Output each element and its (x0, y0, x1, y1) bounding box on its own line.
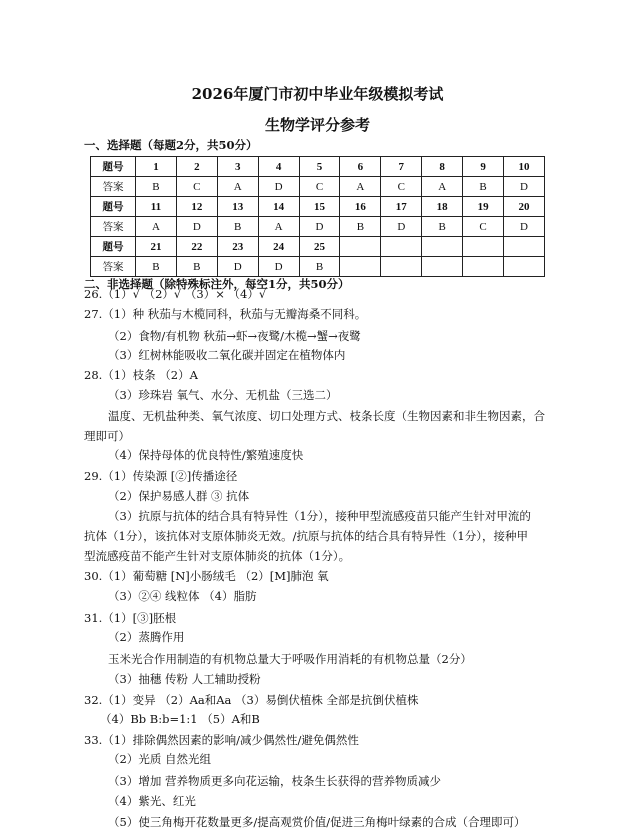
answer-line: （3）增加 营养物质更多向花运输，枝条生长获得的营养物质减少 (108, 774, 441, 788)
answer-line: （3）抽穗 传粉 人工辅助授粉 (108, 672, 261, 686)
answer-cell (340, 257, 381, 277)
answer-cell: B (422, 217, 463, 237)
question-number-cell: 22 (176, 237, 217, 257)
question-number-cell (340, 237, 381, 257)
answer-line: （2）光质 自然光组 (108, 752, 211, 766)
answer-line: 28.（1）枝条 （2）A (84, 368, 198, 382)
question-number-cell: 4 (258, 157, 299, 177)
question-number-cell: 5 (299, 157, 340, 177)
question-number-row (91, 237, 545, 257)
row-label-answer: 答案 (91, 217, 136, 237)
answer-row (91, 177, 545, 197)
answer-cell: D (381, 217, 422, 237)
question-number-cell: 15 (299, 197, 340, 217)
answer-line: （4）紫光、红光 (108, 794, 196, 808)
page-title: 2026年厦门市初中毕业年级模拟考试 (191, 85, 444, 103)
question-number-cell: 13 (217, 197, 258, 217)
question-number-cell: 2 (176, 157, 217, 177)
answer-cell: A (136, 217, 177, 237)
answer-cell: D (258, 257, 299, 277)
answer-cell: C (463, 217, 504, 237)
section-heading-choice: 一、选择题（每题2分，共50分） (84, 138, 258, 152)
answer-line: 31.（1）[③]胚根 (84, 611, 177, 625)
question-number-cell (381, 237, 422, 257)
question-number-cell: 7 (381, 157, 422, 177)
question-number-cell (422, 237, 463, 257)
answer-cell: D (217, 257, 258, 277)
answer-line: （5）使三角梅开花数量更多/提高观赏价值/促进三角梅叶绿素的合成（合理即可） (108, 815, 526, 829)
answer-line: 32.（1）变异 （2）Aa和Aa （3）易倒伏植株 全部是抗倒伏植株 (84, 693, 419, 707)
row-label-number: 题号 (91, 157, 136, 177)
question-number-cell: 9 (463, 157, 504, 177)
answer-line: 理即可） (84, 429, 130, 443)
answer-cell (381, 257, 422, 277)
question-number-cell: 19 (463, 197, 504, 217)
answer-cell: A (258, 217, 299, 237)
answer-line: （2）保护易感人群 ③ 抗体 (108, 489, 250, 503)
answer-cell (463, 257, 504, 277)
question-number-cell: 24 (258, 237, 299, 257)
question-number-cell: 11 (136, 197, 177, 217)
answer-cell: C (176, 177, 217, 197)
question-number-cell: 6 (340, 157, 381, 177)
answer-cell: B (299, 257, 340, 277)
answer-cell: B (136, 177, 177, 197)
answer-cell: C (381, 177, 422, 197)
row-label-number: 题号 (91, 237, 136, 257)
answer-cell: A (217, 177, 258, 197)
page-subtitle: 生物学评分参考 (264, 116, 370, 134)
question-number-row (91, 157, 545, 177)
question-number-cell: 18 (422, 197, 463, 217)
answer-line: （2）食物/有机物 秋茄→虾→夜鹭/木榄→蟹→夜鹭 (108, 329, 361, 343)
answer-cell: A (422, 177, 463, 197)
question-number-cell: 14 (258, 197, 299, 217)
answer-table (90, 156, 545, 277)
answer-line: 型流感疫苗不能产生针对支原体肺炎的抗体（1分）。 (84, 549, 351, 563)
answer-cell: D (258, 177, 299, 197)
answer-cell: D (504, 177, 545, 197)
answer-line: 29.（1）传染源 [②]传播途径 (84, 469, 238, 483)
answer-cell: A (340, 177, 381, 197)
answer-cell: B (340, 217, 381, 237)
question-number-cell: 21 (136, 237, 177, 257)
section-heading-nonchoice: 二、非选择题（除特殊标注外，每空1分，共50分） (84, 277, 350, 291)
answer-line: 玉米光合作用制造的有机物总量大于呼吸作用消耗的有机物总量（2分） (108, 652, 472, 666)
answer-cell: C (299, 177, 340, 197)
question-number-cell: 12 (176, 197, 217, 217)
answer-cell: D (299, 217, 340, 237)
question-number-row (91, 197, 545, 217)
answer-line: （3）珍珠岩 氧气、水分、无机盐（三选二） (108, 388, 338, 402)
answer-row (91, 257, 545, 277)
answer-cell: D (176, 217, 217, 237)
answer-cell: B (176, 257, 217, 277)
answer-cell (504, 257, 545, 277)
question-number-cell: 17 (381, 197, 422, 217)
answer-row (91, 217, 545, 237)
answer-cell (422, 257, 463, 277)
answer-line: 温度、无机盐种类、氧气浓度、切口处理方式、枝条长度（生物因素和非生物因素，合 (108, 409, 545, 423)
answer-cell: B (136, 257, 177, 277)
row-label-number: 题号 (91, 197, 136, 217)
question-number-cell: 3 (217, 157, 258, 177)
answer-line: （3）红树林能吸收二氧化碳并固定在植物体内 (108, 348, 346, 362)
question-number-cell: 20 (504, 197, 545, 217)
question-number-cell (504, 237, 545, 257)
answer-line: 33.（1）排除偶然因素的影响/减少偶然性/避免偶然性 (84, 733, 359, 747)
question-number-cell: 1 (136, 157, 177, 177)
row-label-answer: 答案 (91, 177, 136, 197)
row-label-answer: 答案 (91, 257, 136, 277)
answer-line: （2）蒸腾作用 (108, 630, 185, 644)
answer-cell: B (463, 177, 504, 197)
answer-line: 26.（1）√ （2）√ （3）× （4）√ (84, 287, 267, 301)
answer-line: 27.（1）种 秋茄与木榄同科，秋茄与无瓣海桑不同科。 (84, 307, 367, 321)
answer-line: 抗体（1分），该抗体对支原体肺炎无效。/抗原与抗体的结合具有特异性（1分），接种甲 (84, 529, 529, 543)
answer-cell: B (217, 217, 258, 237)
answer-line: （3）抗原与抗体的结合具有特异性（1分），接种甲型流感疫苗只能产生针对甲流的 (108, 509, 531, 523)
answer-line: （3）②④ 线粒体 （4）脂肪 (108, 589, 257, 603)
question-number-cell: 16 (340, 197, 381, 217)
answer-line: 30.（1）葡萄糖 [N]小肠绒毛 （2）[M]肺泡 氧 (84, 569, 329, 583)
question-number-cell: 23 (217, 237, 258, 257)
question-number-cell: 10 (504, 157, 545, 177)
question-number-cell: 25 (299, 237, 340, 257)
answer-line: （4）Bb B:b=1:1 （5）A和B (100, 712, 260, 726)
question-number-cell: 8 (422, 157, 463, 177)
answer-cell: D (504, 217, 545, 237)
question-number-cell (463, 237, 504, 257)
answer-line: （4）保持母体的优良特性/繁殖速度快 (108, 448, 304, 462)
